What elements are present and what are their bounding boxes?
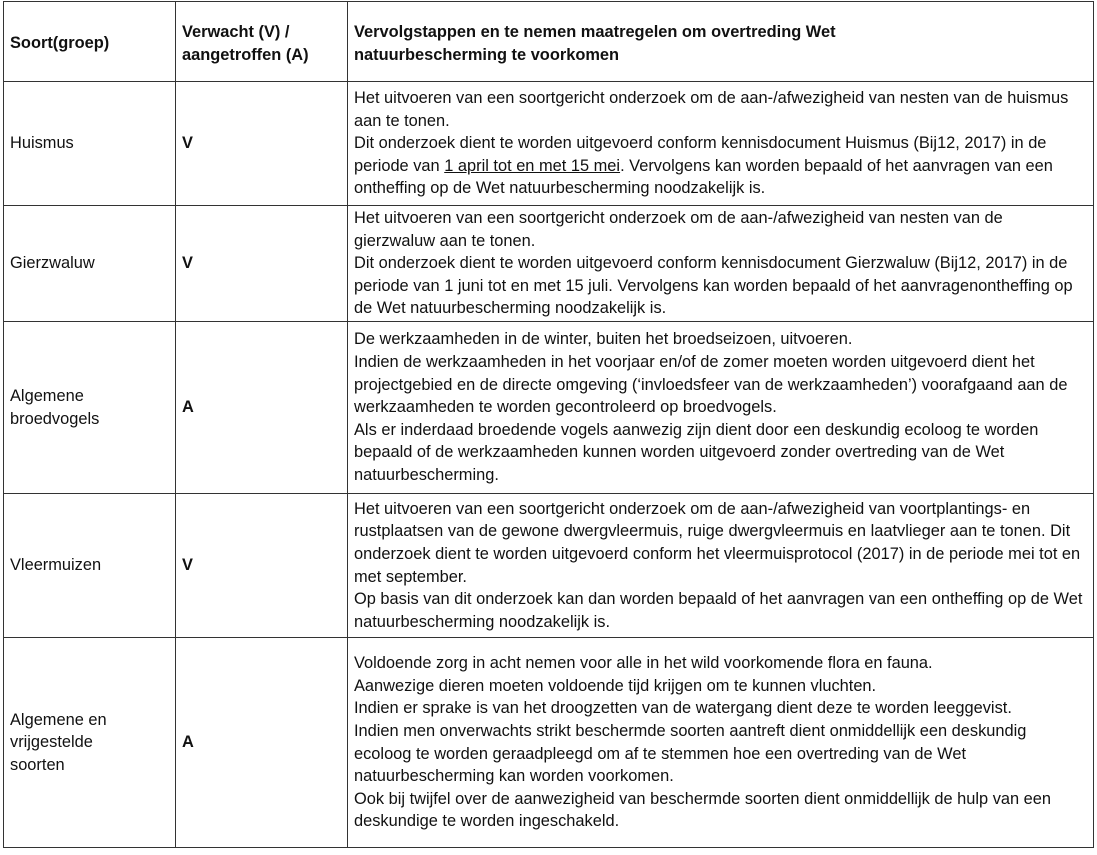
measures-cell: Het uitvoeren van een soortgericht onderzoek om de aan-/afwezigheid van voortplantings- en rustplaatsen van de gewone dwergvleermuis, ruige dwergvleermuis en laatvlieger aan te tonen. Dit onderzoek dient te worden uitgevoerd conform het vleermuisprotocol (2017) in de periode mei tot en met september. Op basis van dit onderzoek kan dan worden bepaald of het aanvragen van een ontheffing op de Wet natuurbescherming noodzakelijk is. [348, 494, 1094, 638]
status-code: V [176, 494, 348, 638]
measures-cell: De werkzaamheden in de winter, buiten het broedseizoen, uitvoeren. Indien de werkzaamheden in het voorjaar en/of de zomer moeten worden uitgevoerd dient het projectgebied en de directe omgeving (‘invloedsfeer van de werkzaamheden’) voorafgaand aan de werkzaamheden te worden gecontroleerd op broedvogels. Als er inderdaad broedende vogels aanwezig zijn dient door een deskundig ecoloog te worden bepaald of de werkzaamheden kunnen worden uitgevoerd zonder overtreding van de Wet natuurbescherming. [348, 322, 1094, 494]
measures-table [3, 1, 1094, 848]
species-cell: Gierzwaluw [4, 206, 176, 322]
header-measures: Vervolgstappen en te nemen maatregelen om overtreding Wet natuurbescherming te voorkomen [348, 2, 1094, 82]
status-code: A [176, 638, 348, 848]
table-row-algemene-soorten [4, 638, 1094, 848]
species-cell: Huismus [4, 82, 176, 206]
header-status: Verwacht (V) / aangetroffen (A) [176, 2, 348, 82]
table-row-huismus [4, 82, 1094, 206]
measures-cell: Voldoende zorg in acht nemen voor alle in het wild voorkomende flora en fauna. Aanwezige dieren moeten voldoende tijd krijgen om te kunnen vluchten. Indien er sprake is van het droogzetten van de watergang dient deze te worden leeggevist. Indien men onverwachts strikt beschermde soorten aantreft dient onmiddellijk een deskundig ecoloog te worden geraadpleegd om af te stemmen hoe een overtreding van de Wet natuurbescherming kan worden voorkomen. Ook bij twijfel over de aanwezigheid van beschermde soorten dient onmiddellijk de hulp van een deskundige te worden ingeschakeld. [348, 638, 1094, 848]
status-code: A [176, 322, 348, 494]
header-row [4, 2, 1094, 82]
table-row-vleermuizen [4, 494, 1094, 638]
species-cell: Algemene broedvogels [4, 322, 176, 494]
species-cell: Vleermuizen [4, 494, 176, 638]
status-code: V [176, 206, 348, 322]
measures-cell: Het uitvoeren van een soortgericht onderzoek om de aan-/afwezigheid van nesten van de huismus aan te tonen. Dit onderzoek dient te worden uitgevoerd conform kennisdocument Huismus (Bij12, 2017) in de periode van 1 april tot en met 15 mei. Vervolgens kan worden bepaald of het aanvragen van een ontheffing op de Wet natuurbescherming noodzakelijk is. [348, 82, 1094, 206]
measures-cell: Het uitvoeren van een soortgericht onderzoek om de aan-/afwezigheid van nesten van de gierzwaluw aan te tonen. Dit onderzoek dient te worden uitgevoerd conform kennisdocument Gierzwaluw (Bij12, 2017) in de periode van 1 juni tot en met 15 juli. Vervolgens kan worden bepaald of het aanvragenontheffing op de Wet natuurbescherming noodzakelijk is. [348, 206, 1094, 322]
table-row-gierzwaluw [4, 206, 1094, 322]
period-underlined: 1 april tot en met 15 mei [444, 156, 621, 175]
status-code: V [176, 82, 348, 206]
header-species: Soort(groep) [4, 2, 176, 82]
table-row-broedvogels [4, 322, 1094, 494]
species-cell: Algemene en vrijgestelde soorten [4, 638, 176, 848]
